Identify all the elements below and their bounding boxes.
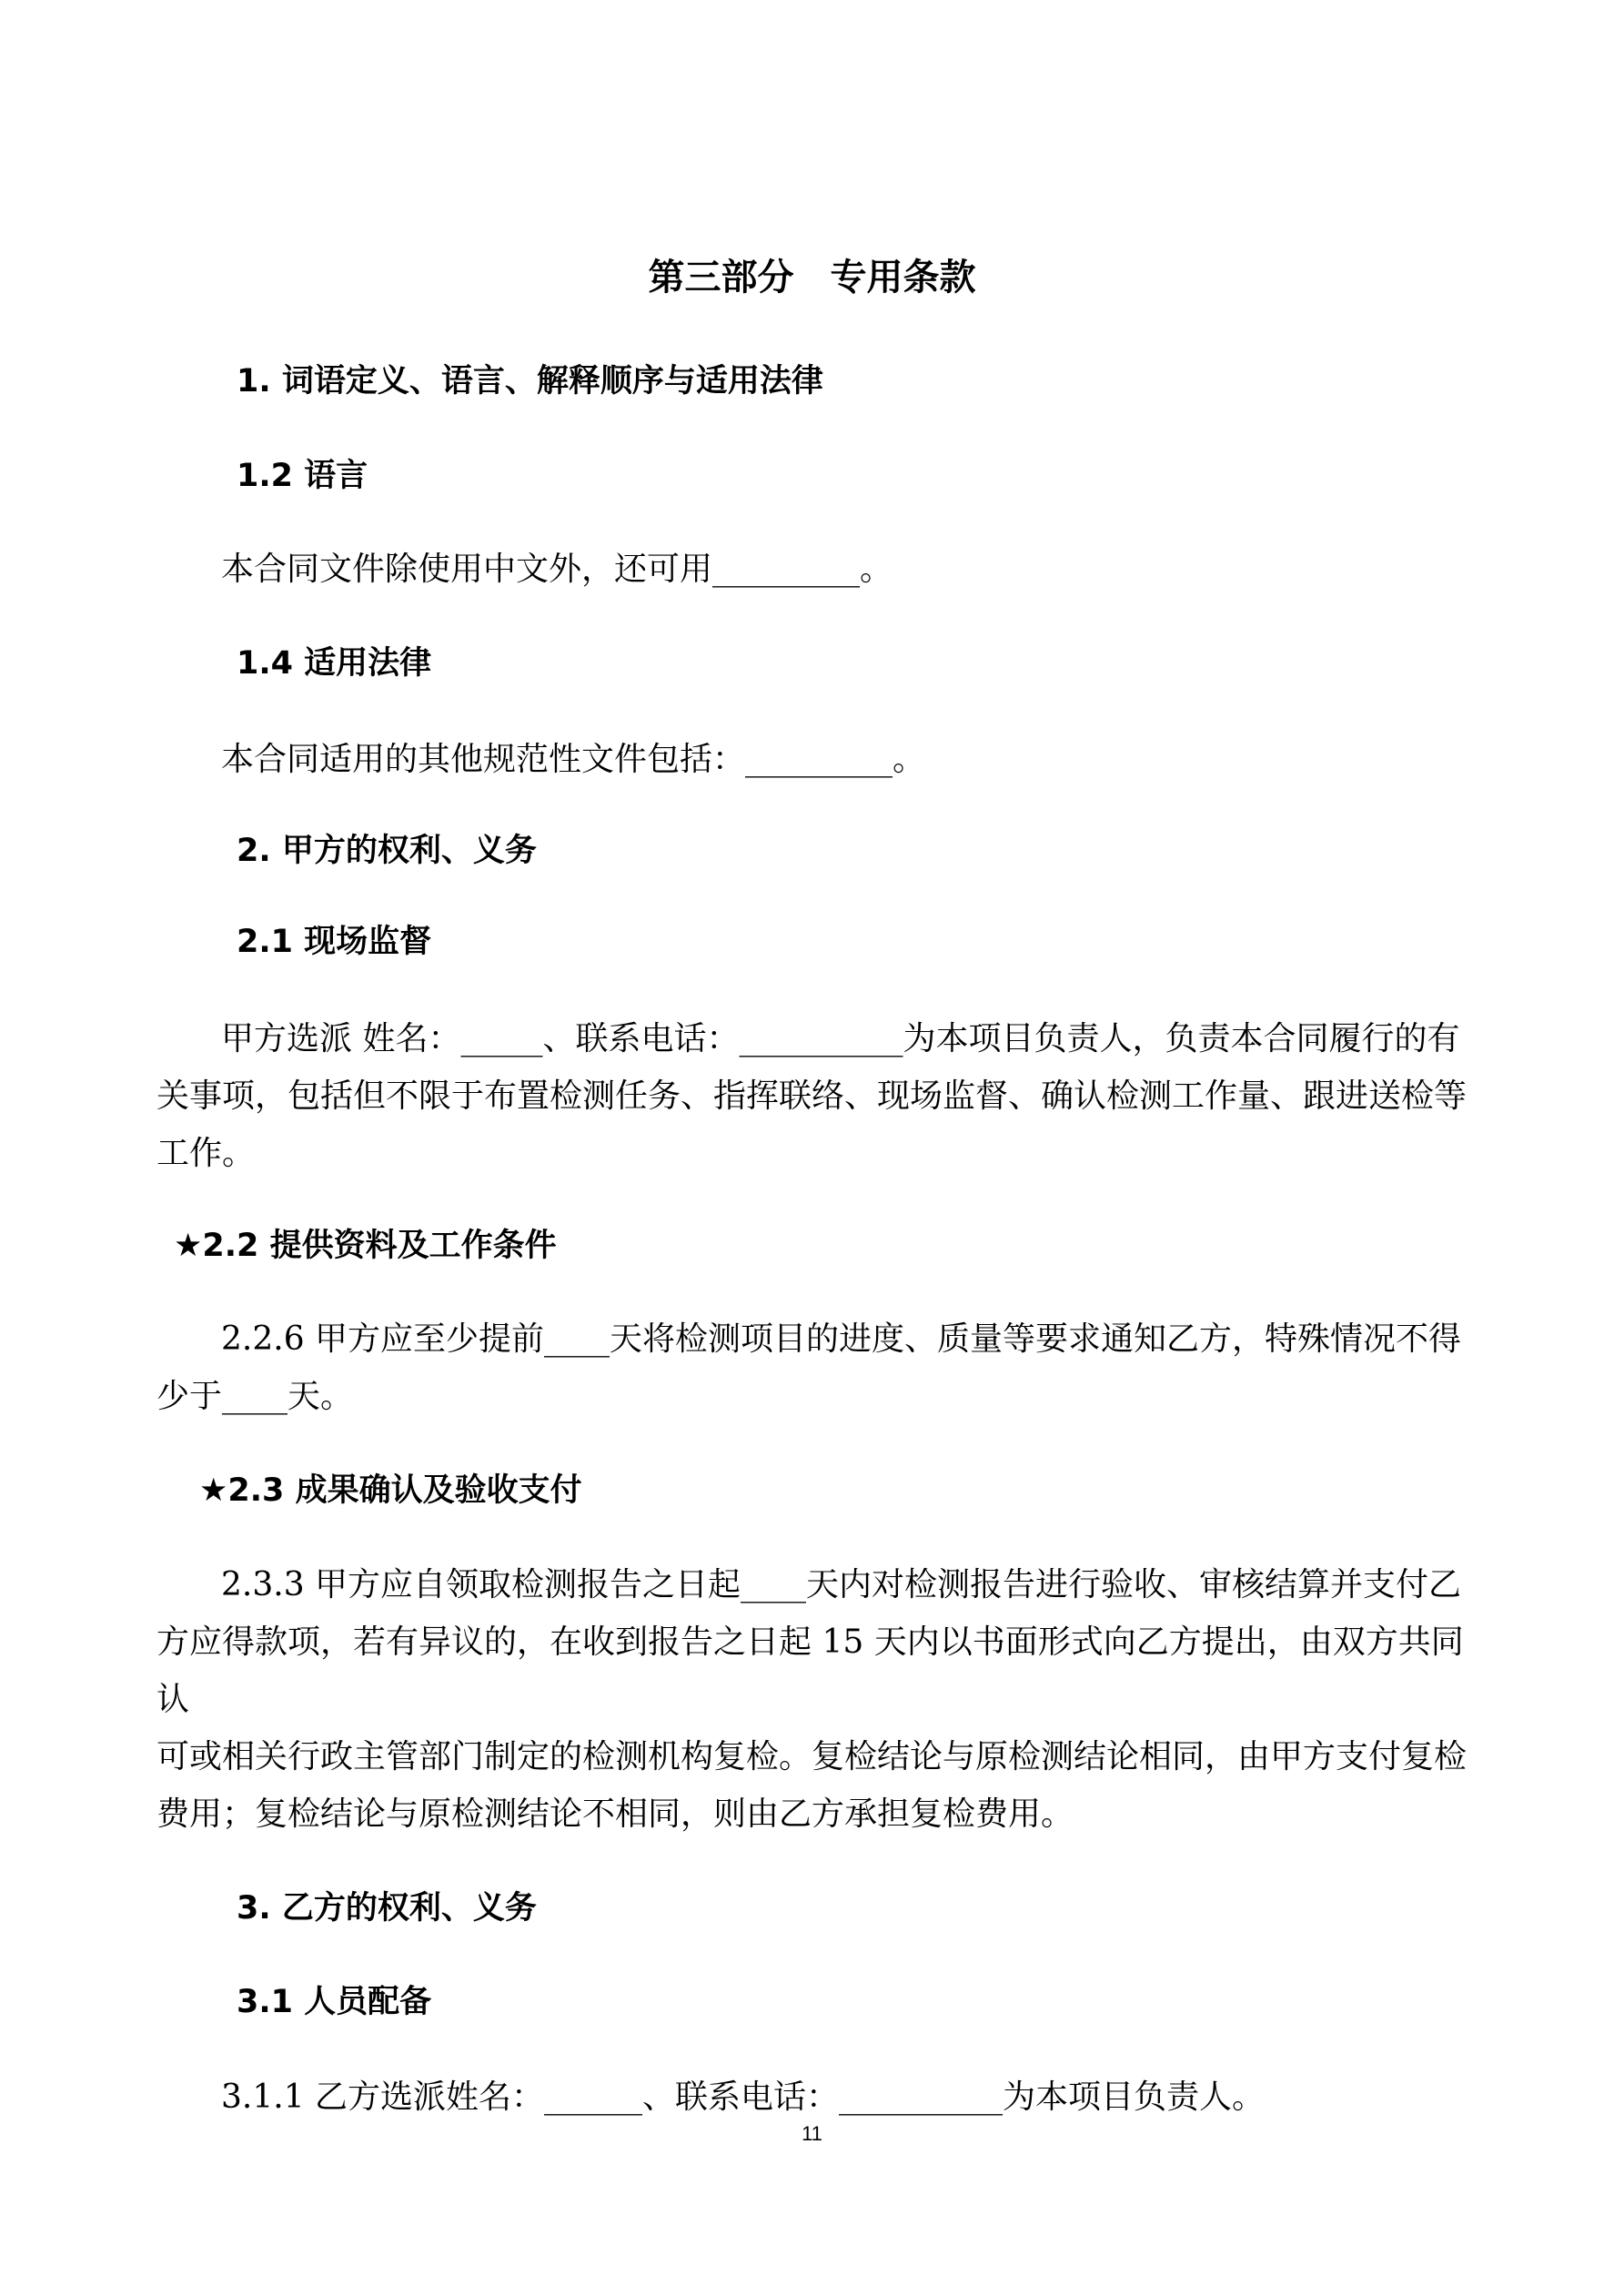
page-number: 11 bbox=[802, 2122, 822, 2145]
section-2-3-3-line: 费用；复检结论与原检测结论不相同，则由乙方承担复检费用。 bbox=[156, 1795, 1074, 1833]
section-2-3-3-line: 方应得款项，若有异议的，在收到报告之日起 15 天内以书面形式向乙方提出，由双方共同认 bbox=[156, 1623, 1464, 1718]
section-2-3-3-line: 可或相关行政主管部门制定的检测机构复检。复检结论与原检测结论相同，由甲方支付复检 bbox=[156, 1738, 1468, 1775]
section-1-4-text: 本合同适用的其他规范性文件包括：_________。 bbox=[221, 741, 926, 778]
section-2-1-line: 关事项，包括但不限于布置检测任务、指挥联络、现场监督、确认检测工作量、跟进送检等 bbox=[156, 1077, 1468, 1115]
section-1-2-heading: 1.2 语言 bbox=[237, 458, 368, 494]
section-2-1-line: 甲方选派 姓名：_____、联系电话：__________为本项目负责人，负责本合同履行的有 bbox=[221, 1020, 1460, 1057]
section-1-4-heading: 1.4 适用法律 bbox=[237, 645, 432, 682]
section-2-heading: 2. 甲方的权利、义务 bbox=[237, 833, 537, 869]
section-2-1-heading: 2.1 现场监督 bbox=[237, 924, 432, 960]
document-body bbox=[156, 249, 1479, 2126]
section-3-1-heading: 3.1 人员配备 bbox=[237, 1984, 432, 2020]
section-2-2-6-line: 少于____天。 bbox=[156, 1378, 354, 1415]
section-3-1-1-text: 3.1.1 乙方选派姓名：______、联系电话：__________为本项目负责人。 bbox=[221, 2079, 1266, 2116]
section-2-3-heading: ★2.3 成果确认及验收支付 bbox=[199, 1472, 582, 1509]
section-1-2-text: 本合同文件除使用中文外，还可用_________。 bbox=[221, 551, 893, 588]
section-2-3-3-line: 2.3.3 甲方应自领取检测报告之日起____天内对检测报告进行验收、审核结算并支付乙 bbox=[221, 1566, 1462, 1603]
section-3-heading: 3. 乙方的权利、义务 bbox=[237, 1890, 537, 1927]
section-1-heading: 1. 词语定义、语言、解释顺序与适用法律 bbox=[237, 363, 823, 400]
section-2-2-6-line: 2.2.6 甲方应至少提前____天将检测项目的进度、质量等要求通知乙方，特殊情况不得 bbox=[221, 1320, 1462, 1358]
page-title: 第三部分 专用条款 bbox=[648, 257, 976, 298]
section-2-1-line: 工作。 bbox=[156, 1135, 256, 1172]
section-2-2-heading: ★2.2 提供资料及工作条件 bbox=[174, 1228, 557, 1264]
